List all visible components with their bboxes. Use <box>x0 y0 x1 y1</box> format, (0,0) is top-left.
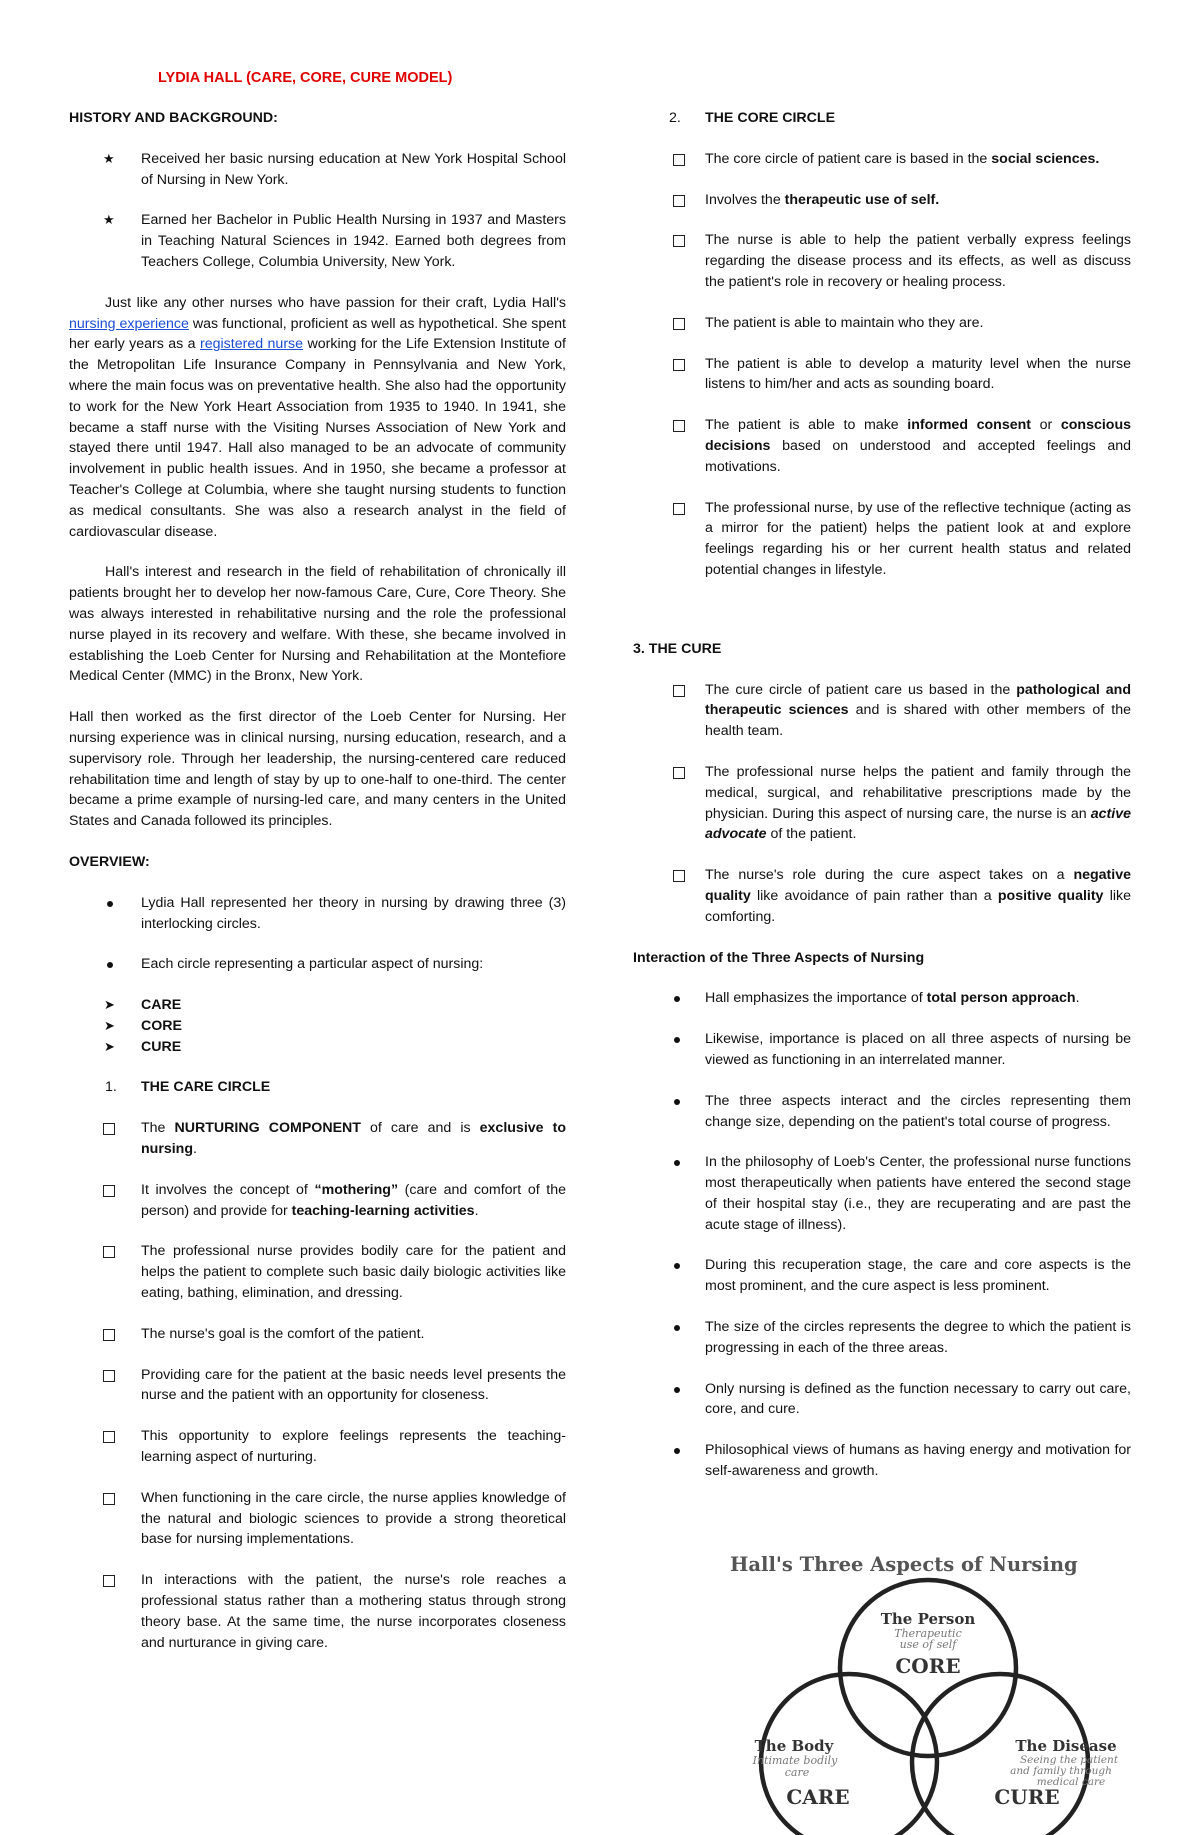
interaction-heading: Interaction of the Three Aspects of Nursing <box>633 949 925 966</box>
interaction-bullet: Likewise, importance is placed on all three aspects of nursing be viewed as functioning in an interrelated manner. <box>633 1029 1131 1071</box>
document-title: LYDIA HALL (CARE, CORE, CURE MODEL) <box>158 70 453 86</box>
overview-bullet: Lydia Hall represented her theory in nursing by drawing three (3) interlocking circles. <box>69 893 566 935</box>
cure-item: The cure circle of patient care us based in the pathological and therapeutic sciences and is shared with other members of the health team. <box>633 680 1131 742</box>
interaction-bullet: In the philosophy of Loeb's Center, the professional nurse functions most therapeutically when patients have entered the second stage of their hospital stay (i.e., they are recuperating and are past the acute stage of illness). <box>633 1152 1131 1235</box>
checkbox-bullet-icon <box>103 1246 115 1258</box>
cure-heading: 3. THE CURE <box>633 640 722 657</box>
checkbox-bullet-icon <box>103 1123 115 1135</box>
interaction-bullet: Hall emphasizes the importance of total person approach. <box>633 988 1131 1009</box>
checkbox-bullet-icon <box>103 1370 115 1382</box>
disease-sub-2: and family through <box>1010 1765 1112 1777</box>
care-circle-heading: 1. THE CARE CIRCLE <box>105 1079 271 1096</box>
interaction-bullet: The size of the circles represents the degree to which the patient is progressing in each of the three areas. <box>633 1317 1131 1359</box>
checkbox-bullet-icon <box>673 318 685 330</box>
core-item: The professional nurse, by use of the reflective technique (acting as a mirror for the patient) helps the patient look at and explore feelings regarding his or her current health status and related potential changes in lifestyle. <box>633 498 1131 581</box>
checkbox-bullet-icon <box>673 154 685 166</box>
care-item: The professional nurse provides bodily care for the patient and helps the patient to complete such basic daily biologic activities like eating, bathing, elimination, and dressing. <box>69 1241 566 1303</box>
disease-title: The Disease <box>1015 1737 1117 1755</box>
checkbox-bullet-icon <box>103 1493 115 1505</box>
core-item: The nurse is able to help the patient verbally express feelings regarding the disease process and its effects, as well as discuss the patient's role in recovery or healing process. <box>633 230 1131 292</box>
dot-bullet-icon <box>107 962 113 968</box>
cure-item: The professional nurse helps the patient and family through the medical, surgical, and rehabilitative prescriptions made by the physician. During this aspect of nursing care, the nurse is an active advocate of the patient. <box>633 762 1131 845</box>
diagram-title: Hall's Three Aspects of Nursing <box>730 1553 1078 1576</box>
core-item: The patient is able to maintain who they are. <box>633 313 1131 334</box>
checkbox-bullet-icon <box>673 870 685 882</box>
body-sub-1: Intimate bodily <box>752 1754 838 1767</box>
overview-arrow-item: ➤ CURE <box>69 1037 566 1058</box>
checkbox-bullet-icon <box>673 420 685 432</box>
care-item: The nurse's goal is the comfort of the patient. <box>69 1324 566 1345</box>
arrow-bullet-icon: ➤ <box>104 997 115 1013</box>
care-item: In interactions with the patient, the nurse's role reaches a professional status rather than a mothering status through strong theory base. At the same time, the nurse incorporates closeness and nurturance in giving care. <box>69 1570 566 1653</box>
care-item: When functioning in the care circle, the nurse applies knowledge of the natural and biologic sciences to provide a strong theoretical base for nursing implementations. <box>69 1488 566 1550</box>
history-star-item: ★ Received her basic nursing education at New York Hospital School of Nursing in New York. <box>103 150 566 188</box>
history-heading: HISTORY AND BACKGROUND: <box>69 110 278 126</box>
checkbox-bullet-icon <box>103 1185 115 1197</box>
interaction-bullet: During this recuperation stage, the care and core aspects is the most prominent, and the cure aspect is less prominent. <box>633 1255 1131 1297</box>
interaction-bullet: Only nursing is defined as the function necessary to carry out care, core, and cure. <box>633 1379 1131 1421</box>
overview-arrow-item: ➤ CORE <box>69 1016 566 1037</box>
core-item: The core circle of patient care is based in the social sciences. <box>633 149 1131 170</box>
care-item: It involves the concept of “mothering” (care and comfort of the person) and provide for teaching-learning activities. <box>69 1180 566 1222</box>
cure-label: CURE <box>994 1785 1060 1809</box>
person-sub-2: use of self <box>899 1638 957 1651</box>
care-item: This opportunity to explore feelings represents the teaching-learning aspect of nurturing. <box>69 1426 566 1468</box>
core-item: Involves the therapeutic use of self. <box>633 190 1131 211</box>
overview-bullet: Each circle representing a particular aspect of nursing: <box>69 954 566 975</box>
overview-heading: OVERVIEW: <box>69 853 150 870</box>
right-column <box>633 108 1131 1502</box>
checkbox-bullet-icon <box>103 1329 115 1341</box>
star-bullet-icon: ★ <box>103 212 115 228</box>
arrow-bullet-icon: ➤ <box>104 1017 115 1033</box>
disease-sub-3: medical care <box>1036 1776 1106 1788</box>
care-item: Providing care for the patient at the basic needs level presents the nurse and the patient with an opportunity for closeness. <box>69 1365 566 1407</box>
checkbox-bullet-icon <box>673 195 685 207</box>
checkbox-bullet-icon <box>673 503 685 515</box>
history-paragraph-1: Just like any other nurses who have passion for their craft, Lydia Hall's nursing experience was functional, proficient as well as hypothetical. She spent her early years as a registered nurse working for the Life Extension Institute of the Metropolitan Life Insurance Company in Pennsylvania and New York, where the main focus was on preventative health. She also had the opportunity to work for the New York Heart Association from 1935 to 1940. In 1941, she became a staff nurse with the Visiting Nurses Association of New York and stayed there until 1947. Hall also managed to be an advocate of community involvement in public health issues. And in 1950, she became a professor at Teacher's College at Columbia, where she taught nursing students to function as medical consultants. She was also a research analyst in the field of cardiovascular disease. <box>69 294 566 540</box>
star-bullet-icon: ★ <box>103 150 115 166</box>
interaction-bullet: Philosophical views of humans as having energy and motivation for self-awareness and growth. <box>633 1440 1131 1482</box>
dot-bullet-icon <box>674 1099 680 1105</box>
history-paragraph-2: Hall's interest and research in the field of rehabilitation of chronically ill patients brought her to develop her now-famous Care, Cure, Core Theory. She was always interested in rehabilitative nursing and the role the professional nurse played in its recovery and welfare. With these, she became involved in establishing the Loeb Center for Nursing and Rehabilitation at the Montefiore Medical Center (MMC) in the Bronx, New York. <box>69 564 566 685</box>
core-circle-heading: 2. THE CORE CIRCLE <box>669 110 836 126</box>
interaction-bullet: The three aspects interact and the circles representing them change size, depending on the patient's total course of progress. <box>633 1091 1131 1133</box>
dot-bullet-icon <box>674 1037 680 1043</box>
overview-arrow-item: ➤ CARE <box>69 995 566 1016</box>
checkbox-bullet-icon <box>103 1575 115 1587</box>
registered-nurse-link[interactable]: registered nurse <box>200 336 304 353</box>
left-column <box>69 108 566 1673</box>
checkbox-bullet-icon <box>103 1431 115 1443</box>
checkbox-bullet-icon <box>673 235 685 247</box>
venn-diagram <box>726 1548 1136 1835</box>
nursing-experience-link[interactable]: nursing experience <box>69 315 189 332</box>
checkbox-bullet-icon <box>673 767 685 779</box>
care-label: CARE <box>786 1785 850 1809</box>
person-sub-1: Therapeutic <box>894 1627 962 1640</box>
history-star-item: ★ Earned her Bachelor in Public Health Nursing in 1937 and Masters in Teaching Natural Sciences in 1942. Earned both degrees from Teachers College, Columbia University, New York. <box>103 212 566 270</box>
core-label: CORE <box>895 1654 961 1678</box>
core-item: The patient is able to make informed consent or conscious decisions based on understood and accepted feelings and motivations. <box>633 415 1131 477</box>
history-paragraph-3: Hall then worked as the first director of the Loeb Center for Nursing. Her nursing experience was in clinical nursing, nursing education, research, and a supervisory role. Through her leadership, the nursing-centered care reduced rehabilitation time and length of stay by up to one-half to one-third. The center became a prime example of nursing-led care, and many centers in the United States and Canada followed its principles. <box>69 709 566 830</box>
dot-bullet-icon <box>674 1448 680 1454</box>
dot-bullet-icon <box>107 901 113 907</box>
dot-bullet-icon <box>674 1387 680 1393</box>
body-sub-2: care <box>784 1766 810 1779</box>
dot-bullet-icon <box>674 1160 680 1166</box>
dot-bullet-icon <box>674 996 680 1002</box>
dot-bullet-icon <box>674 1263 680 1269</box>
disease-sub-1: Seeing the patient <box>1019 1754 1119 1766</box>
cure-item: The nurse's role during the cure aspect takes on a negative quality like avoidance of pain rather than a positive quality like comforting. <box>633 865 1131 927</box>
arrow-bullet-icon: ➤ <box>104 1038 115 1054</box>
dot-bullet-icon <box>674 1325 680 1331</box>
core-item: The patient is able to develop a maturity level when the nurse listens to him/her and acts as sounding board. <box>633 354 1131 396</box>
checkbox-bullet-icon <box>673 685 685 697</box>
checkbox-bullet-icon <box>673 359 685 371</box>
care-item: The NURTURING COMPONENT of care and is exclusive to nursing. <box>69 1118 566 1160</box>
body-title: The Body <box>754 1737 834 1755</box>
person-title: The Person <box>880 1610 976 1628</box>
